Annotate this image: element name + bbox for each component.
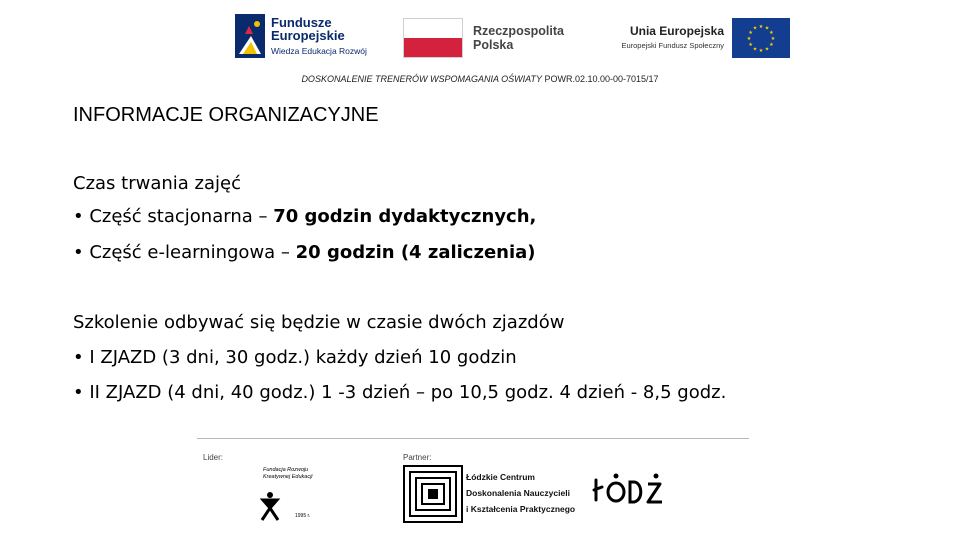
eu-flag-icon — [732, 18, 790, 58]
svg-text:★: ★ — [758, 48, 764, 54]
project-code-line: DOSKONALENIE TRENERÓW WSPOMAGANIA OŚWIATY POWR.02.10.00-00-7015/17 — [301, 74, 659, 84]
list-item-zjazd-1: • I ZJAZD (3 dni, 30 godz.) każdy dzień 10 godzin — [73, 347, 517, 368]
footer-divider — [197, 438, 749, 439]
svg-text:★: ★ — [746, 36, 752, 42]
svg-text:★: ★ — [752, 25, 758, 32]
fundusze-europejskie-logo — [235, 14, 375, 60]
figure-icon — [259, 491, 281, 521]
svg-text:★: ★ — [769, 30, 774, 36]
ue-title: Unia Europejska — [629, 24, 724, 38]
polish-flag-icon — [403, 18, 463, 58]
ue-subtitle: Europejski Fundusz Społeczny — [621, 41, 724, 50]
fe-symbol-icon — [235, 14, 265, 58]
svg-text:★: ★ — [748, 30, 753, 36]
svg-text:★: ★ — [748, 42, 753, 48]
list-item-elearning: • Część e-learningowa – 20 godzin (4 zaliczenia) — [73, 242, 536, 263]
rzeczpospolita-polska-logo — [403, 18, 575, 60]
svg-text:★: ★ — [752, 46, 758, 53]
fe-subtitle: Wiedza Edukacja Rozwój — [271, 46, 367, 56]
section-title-duration: Czas trwania zajęć — [73, 173, 241, 194]
fe-title: Fundusze Europejskie — [271, 15, 345, 43]
ldzn-logo-text: Łódzkie Centrum Doskonalenia Nauczycieli i Kształcenia Praktycznego — [466, 472, 576, 514]
lider-label: Lider: — [203, 453, 224, 462]
svg-text:★: ★ — [769, 42, 774, 48]
svg-text:★: ★ — [770, 36, 776, 42]
rp-title: Rzeczpospolita Polska — [473, 24, 564, 52]
list-item-zjazd-2: • II ZJAZD (4 dni, 40 godz.) 1 -3 dzień – po 10,5 godz. 4 dzień - 8,5 godz. — [73, 382, 727, 403]
lider-logo: Fundacja Rozwoju Kreatywnej Edukacji 1995 r. — [255, 467, 315, 523]
lodz-city-logo-icon — [590, 470, 670, 510]
section-title-sessions: Szkolenie odbywać się będzie w czasie dwóch zjazdów — [73, 312, 565, 333]
list-item-stationary: • Część stacjonarna – 70 godzin dydaktycznych, — [73, 206, 537, 227]
unia-europejska-logo — [600, 18, 790, 60]
svg-text:★: ★ — [764, 25, 770, 32]
svg-text:★: ★ — [764, 46, 770, 53]
partner-label: Partner: — [403, 453, 432, 462]
page-title: INFORMACJE ORGANIZACYJNE — [73, 104, 379, 126]
svg-text:★: ★ — [758, 24, 764, 30]
ldzn-square-logo-icon — [403, 465, 463, 523]
